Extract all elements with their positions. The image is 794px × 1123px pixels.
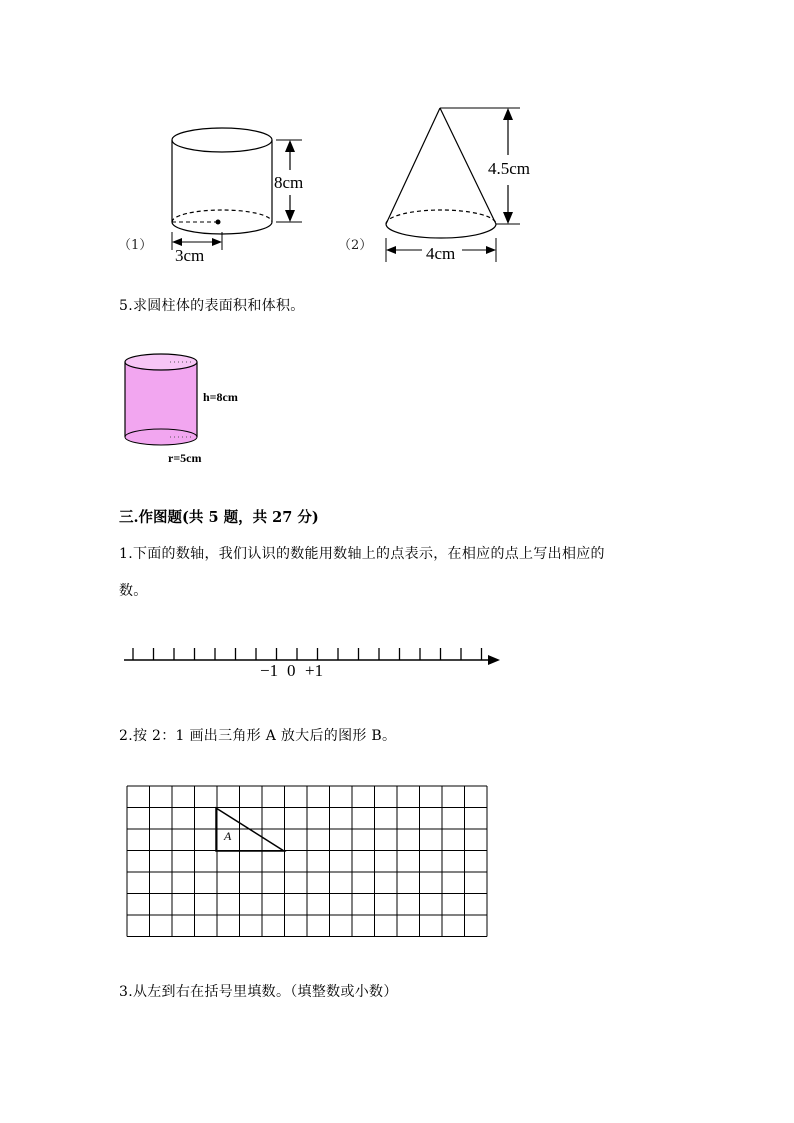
section-3-question-3-text: 3.从左到右在括号里填数。（填整数或小数）: [119, 984, 398, 1000]
axis-label-plus-one: +1: [305, 661, 324, 680]
figure-2-height-label: 4.5cm: [488, 159, 531, 178]
triangle-a-label: A: [224, 829, 232, 843]
figure-2-index: （2）: [338, 238, 373, 253]
section-3-question-1-line-2: 数。: [119, 583, 148, 599]
pink-cylinder-height-label: h=8cm: [203, 390, 238, 404]
section-3-question-2-text: 2.按 2：1 画出三角形 A 放大后的图形 B。: [119, 728, 397, 744]
figure-1-index: （1）: [118, 238, 153, 253]
section-3-question-1-line-1: 1.下面的数轴，我们认识的数能用数轴上的点表示，在相应的点上写出相应的: [119, 546, 605, 562]
section-3-title: 三.作图题(共 5 题，共 27 分): [119, 509, 319, 526]
figure-1-height-label: 8cm: [274, 173, 304, 192]
question-5-text: 5.求圆柱体的表面积和体积。: [119, 298, 305, 314]
pink-cylinder-radius-label: r=5cm: [168, 451, 202, 465]
figure-2-diameter-label: 4cm: [426, 244, 456, 263]
axis-label-minus-one: −1: [260, 661, 279, 680]
axis-label-zero: 0: [287, 661, 296, 680]
figure-1-radius-label: 3cm: [175, 246, 205, 265]
